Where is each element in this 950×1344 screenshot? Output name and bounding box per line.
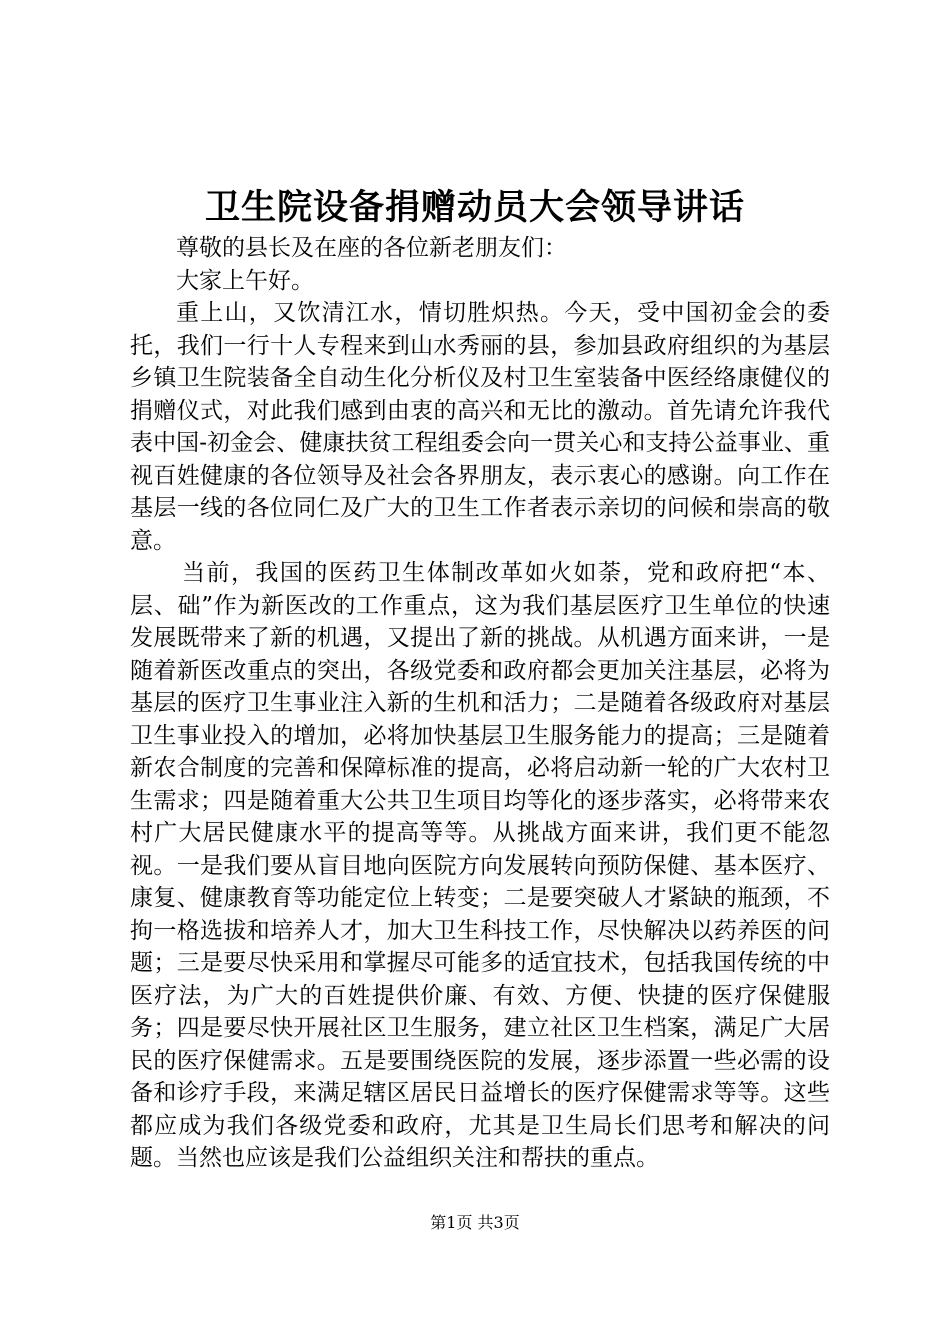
page-number-footer: 第1页 共3页 [430,1213,520,1232]
body-paragraph-1: 重上山，又饮清江水，情切胜炽热。今天，受中国初金会的委托，我们一行十人专程来到山水秀丽的县，参加县政府组织的为基层乡镇卫生院装备全自动生化分析仪及村卫生室装备中医经络康健仪的捐赠仪式，对此我们感到由衷的高兴和无比的激动。首先请允许我代表中国-初金会、健康扶贫工程组委会向一贯关心和支持公益事业、重视百姓健康的各位领导及社会各界朋友，表示衷心的感谢。向工作在基层一线的各位同仁及广大的卫生工作者表示亲切的问候和崇高的敬意。 [130,300,830,554]
document-title: 卫生院设备捐赠动员大会领导讲话 [204,187,745,228]
body-paragraph-2: 当前，我国的医药卫生体制改革如火如荼，党和政府把“本、层、础”作为新医改的工作重点，这为我们基层医疗卫生单位的快速发展既带来了新的机遇，又提出了新的挑战。从机遇方面来讲，一是随着新医改重点的突出，各级党委和政府都会更加关注基层，必将为基层的医疗卫生事业注入新的生机和活力；二是随着各级政府对基层卫生事业投入的增加，必将加快基层卫生服务能力的提高；三是随着新农合制度的完善和保障标准的提高，必将启动新一轮的广大农村卫生需求；四是随着重大公共卫生项目均等化的逐步落实，必将带来农村广大居民健康水平的提高等等。从挑战方面来讲，我们更不能忽视。一是我们要从盲目地向医院方向发展转向预防保健、基本医疗、康复、健康教育等功能定位上转变；二是要突破人才紧缺的瓶颈，不拘一格选拔和培养人才，加大卫生科技工作，尽快解决以药养医的问题；三是要尽快采用和掌握尽可能多的适宜技术，包括我国传统的中医疗法，为广大的百姓提供价廉、有效、方便、快捷的医疗保健服务；四是要尽快开展社区卫生服务，建立社区卫生档案，满足广大居民的医疗保健需求。五是要围绕医院的发展，逐步添置一些必需的设备和诊疗手段，来满足辖区居民日益增长的医疗保健需求等等。这些都应成为我们各级党委和政府，尤其是卫生局长们思考和解决的问题。当然也应该是我们公益组织关注和帮扶的重点。 [130,560,830,1171]
greeting-paragraph: 大家上午好。 [176,267,314,294]
document-body [130,232,830,1175]
salutation-paragraph: 尊敬的县长及在座的各位新老朋友们： [176,235,567,261]
